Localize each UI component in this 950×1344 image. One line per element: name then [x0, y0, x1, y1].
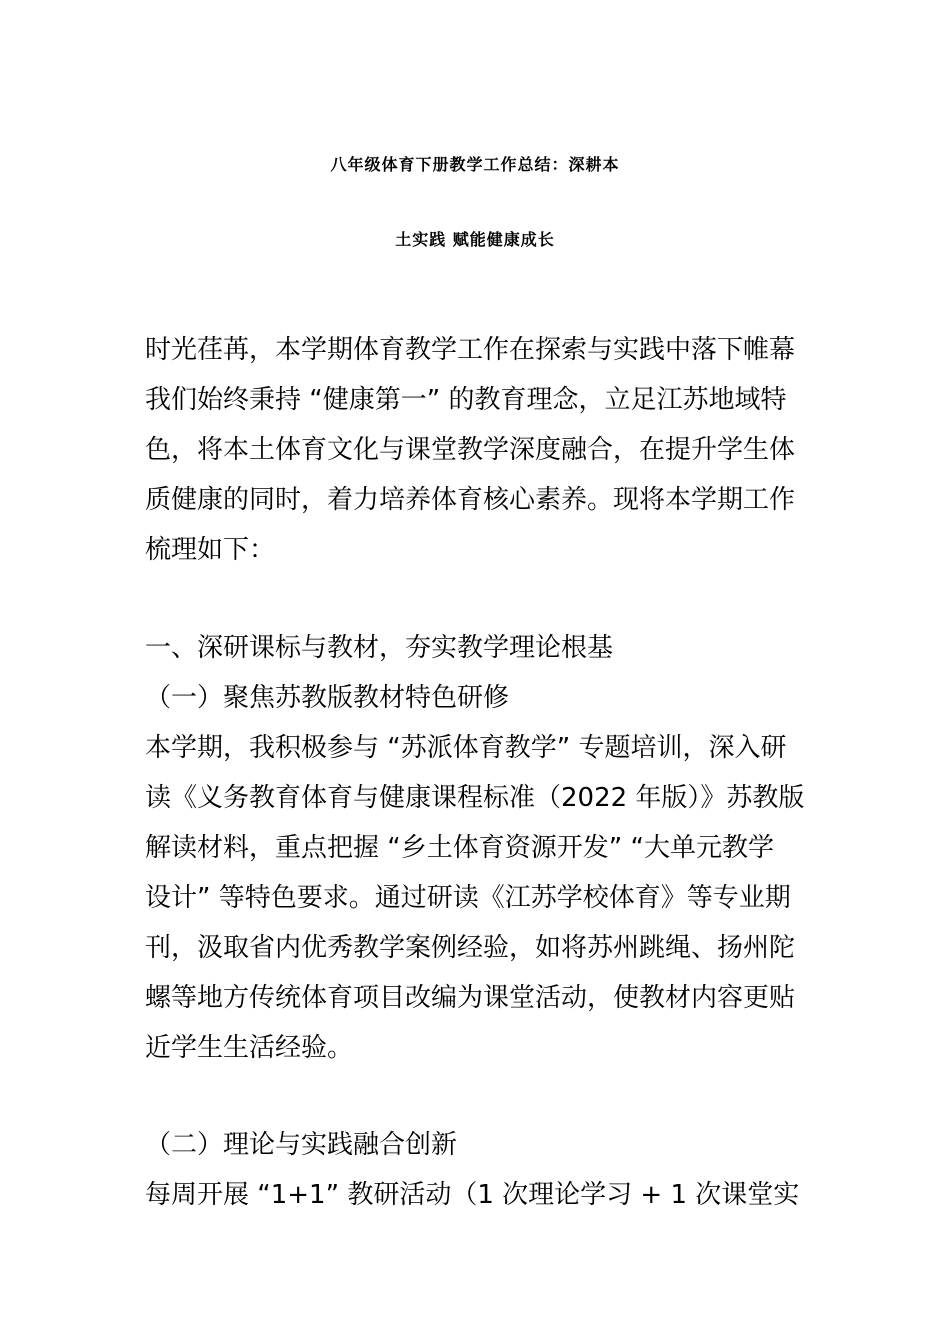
- document-title-line-2: 土实践 赋能健康成长: [395, 230, 555, 249]
- intro-line-5: 梳理如下：: [145, 535, 276, 565]
- intro-line-3: 色，将本土体育文化与课堂教学深度融合，在提升学生体: [145, 435, 796, 465]
- section-1-heading: 一、深研课标与教材，夯实教学理论根基: [145, 633, 614, 663]
- subsection-1-line-2: 读《义务教育体育与健康课程标准（2022 年版）》苏教版: [145, 783, 805, 813]
- subsection-1-line-1: 本学期，我积极参与 “苏派体育教学” 专题培训，深入研: [145, 733, 787, 763]
- intro-line-2: 我们始终秉持 “健康第一” 的教育理念，立足江苏地域特: [145, 385, 787, 415]
- subsection-1-line-6: 螺等地方传统体育项目改编为课堂活动，使教材内容更贴: [145, 983, 796, 1013]
- subsection-1-line-7: 近学生生活经验。: [145, 1033, 354, 1063]
- intro-line-1: 时光荏苒，本学期体育教学工作在探索与实践中落下帷幕: [145, 335, 796, 365]
- subsection-2-heading: （二）理论与实践融合创新: [145, 1130, 458, 1160]
- subsection-1-heading: （一）聚焦苏教版教材特色研修: [145, 683, 510, 713]
- subsection-1-line-3: 解读材料，重点把握 “乡土体育资源开发” “大单元教学: [145, 833, 774, 863]
- subsection-1-line-4: 设计” 等特色要求。通过研读《江苏学校体育》等专业期: [145, 883, 791, 913]
- subsection-1-line-5: 刊，汲取省内优秀教学案例经验，如将苏州跳绳、扬州陀: [145, 933, 796, 963]
- intro-line-4: 质健康的同时，着力培养体育核心素养。现将本学期工作: [145, 485, 796, 515]
- document-title-line-1: 八年级体育下册教学工作总结：深耕本: [330, 155, 620, 174]
- subsection-2-line-1: 每周开展 “1+1” 教研活动（1 次理论学习 + 1 次课堂实: [145, 1180, 800, 1210]
